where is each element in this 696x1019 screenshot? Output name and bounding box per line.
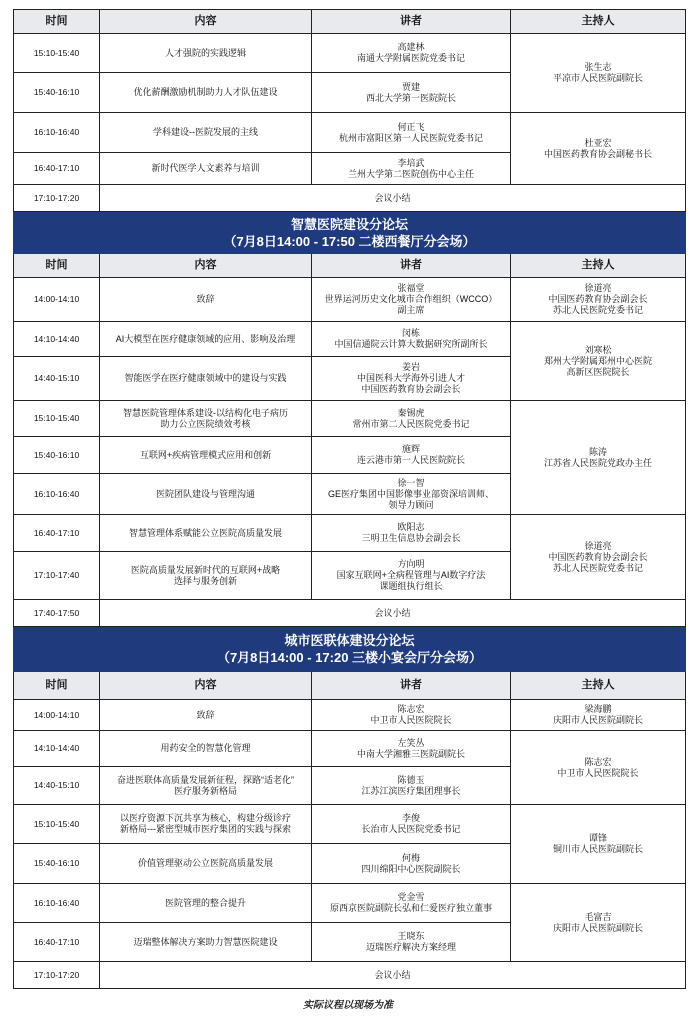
host-cell [511, 34, 686, 113]
topic-line: 智慧管理体系赋能公立医院高质量发展 [128, 527, 282, 538]
host-title: 苏北人民医院党委书记 [552, 305, 643, 315]
topic-line: 医院管理的整合提升 [164, 897, 246, 908]
host-cell [511, 805, 686, 884]
speaker-name: 陈志宏 [397, 704, 425, 714]
summary-cell: 会议小结 [100, 185, 686, 212]
header-time: 时间 [14, 672, 100, 700]
header-time: 时间 [14, 254, 100, 278]
speaker-name: 徐一智 [397, 477, 425, 488]
topic-line: 用药安全的智慧化管理 [160, 743, 251, 753]
topic-cell [100, 731, 312, 767]
header-content: 内容 [100, 254, 312, 278]
agenda-wrapper [13, 9, 685, 989]
topic-cell [100, 34, 312, 73]
speaker-title: 副主席 [397, 305, 425, 315]
table-row [14, 805, 686, 844]
host-name: 陈志宏 [584, 756, 612, 767]
topic-cell [100, 437, 312, 474]
topic-cell [100, 700, 312, 731]
speaker-name: 何正飞 [397, 121, 425, 132]
speaker-cell [312, 767, 511, 805]
topic-line: 智慧医院管理体系建设-以结构化电子病历 [123, 407, 288, 418]
speaker-name: 高建林 [397, 42, 425, 52]
time-cell: 15:10-15:40 [14, 34, 100, 73]
speaker-cell [312, 437, 511, 474]
topic-cell [100, 884, 312, 923]
table-row [14, 34, 686, 73]
time-cell: 15:40-16:10 [14, 844, 100, 884]
topic-cell [100, 552, 312, 600]
host-cell [511, 884, 686, 962]
speaker-cell [312, 884, 511, 923]
time-cell: 16:10-16:40 [14, 884, 100, 923]
topic-cell [100, 515, 312, 552]
host-name: 谭锋 [588, 833, 607, 843]
speaker-title: GE医疗集团中国影像事业部资深培训师、 [327, 488, 494, 499]
time-cell: 16:10-16:40 [14, 474, 100, 515]
speaker-title: 连云港市第一人民医院院长 [356, 455, 465, 465]
time-cell: 15:40-16:10 [14, 437, 100, 474]
time-cell: 15:40-16:10 [14, 73, 100, 113]
time-cell: 17:40-17:50 [14, 600, 100, 627]
host-title: 庆阳市人民医院副院长 [552, 922, 643, 933]
topic-cell [100, 844, 312, 884]
header-content: 内容 [100, 10, 312, 34]
speaker-title: 中国医药教育协会副会长 [361, 384, 461, 394]
header-host: 主持人 [511, 672, 686, 700]
footer-note: 实际议程以现场为准 [303, 1000, 393, 1011]
time-cell: 16:40-17:10 [14, 923, 100, 962]
table-row [14, 515, 686, 552]
speaker-cell [312, 401, 511, 437]
time-cell: 14:10-14:40 [14, 322, 100, 357]
host-name: 徐道亮 [584, 540, 612, 551]
topic-cell [100, 767, 312, 805]
topic-line: 人才强院的实践逻辑 [164, 47, 246, 58]
topic-line: 智能医学在医疗健康领域中的建设与实践 [124, 373, 287, 383]
summary-cell: 会议小结 [100, 600, 686, 627]
header-content: 内容 [100, 672, 312, 700]
speaker-title: 迈瑞医疗解决方案经理 [365, 942, 456, 952]
section-title-main: 城市医联体建设分论坛 [284, 633, 415, 648]
host-cell [511, 731, 686, 805]
section-title-sub: （7月8日14:00 - 17:20 三楼小宴会厅分会场） [216, 650, 483, 665]
topic-line: 互联网+疾病管理模式应用和创新 [139, 449, 272, 460]
host-title: 中国医药教育协会副会长 [548, 294, 648, 304]
summary-row [14, 962, 686, 989]
speaker-name: 党金雪 [397, 892, 425, 902]
topic-line: 奋进医联体高质量发展新征程，探路“适老化” [117, 774, 294, 785]
topic-line: 医疗服务新格局 [173, 785, 237, 796]
speaker-title: 国家互联网+全病程管理与AI数字疗法 [336, 570, 486, 580]
host-cell [511, 113, 686, 185]
topic-cell [100, 357, 312, 401]
speaker-title: 兰州大学第二医院创伤中心主任 [347, 168, 474, 179]
speaker-title: 长治市人民医院党委书记 [361, 824, 461, 834]
time-cell: 16:40-17:10 [14, 515, 100, 552]
topic-line: 优化薪酬激励机制助力人才队伍建设 [133, 87, 278, 97]
topic-line: 学科建设--医院发展的主线 [153, 127, 258, 137]
table-row [14, 322, 686, 357]
speaker-name: 秦锡虎 [397, 407, 425, 418]
host-name: 毛富吉 [584, 911, 612, 922]
time-cell: 17:10-17:20 [14, 185, 100, 212]
agenda-table [13, 9, 686, 989]
speaker-title: 常州市第二人民医院党委书记 [352, 418, 470, 429]
speaker-name: 方向明 [397, 559, 425, 569]
time-cell: 14:40-15:10 [14, 357, 100, 401]
topic-line: 医院高质量发展新时代的互联网+战略 [130, 564, 281, 575]
table-row [14, 401, 686, 437]
speaker-title: 南通大学附属医院党委书记 [356, 53, 465, 63]
speaker-title: 四川绵阳中心医院副院长 [361, 863, 461, 874]
speaker-cell [312, 923, 511, 962]
host-name: 陈涛 [588, 446, 607, 457]
time-cell: 16:40-17:10 [14, 153, 100, 185]
speaker-title: 三明卫生信息协会副会长 [361, 533, 461, 543]
section-title-main: 智慧医院建设分论坛 [290, 216, 408, 232]
speaker-title: 领导力顾问 [388, 499, 434, 510]
speaker-name: 李培武 [397, 157, 425, 168]
header-row [14, 10, 686, 34]
speaker-name: 贾建 [401, 81, 420, 92]
topic-cell [100, 474, 312, 515]
topic-cell [100, 401, 312, 437]
speaker-name: 闵栋 [401, 328, 420, 338]
summary-cell: 会议小结 [100, 962, 686, 989]
section-title-sub: （7月8日14:00 - 17:50 二楼西餐厅分会场） [223, 233, 476, 249]
speaker-title: 西北大学第一医院院长 [365, 92, 456, 103]
speaker-cell [312, 731, 511, 767]
header-time: 时间 [14, 10, 100, 34]
header-host: 主持人 [511, 254, 686, 278]
host-name: 梁海鹏 [584, 704, 612, 714]
topic-line: 致辞 [196, 294, 215, 304]
speaker-title: 中国信通院云计算大数据研究所副所长 [334, 339, 488, 349]
speaker-cell [312, 34, 511, 73]
speaker-cell [312, 844, 511, 884]
speaker-name: 李俊 [401, 813, 420, 823]
topic-cell [100, 153, 312, 185]
topic-line: 选择与服务创新 [173, 575, 237, 586]
topic-line: 医院团队建设与管理沟通 [155, 488, 255, 499]
topic-cell [100, 322, 312, 357]
host-name: 张生志 [584, 62, 612, 72]
time-cell: 17:10-17:40 [14, 552, 100, 600]
topic-cell [100, 805, 312, 844]
table-row [14, 113, 686, 153]
topic-line: 以医疗资源下沉共享为核心，构建分级诊疗 [119, 813, 291, 823]
time-cell: 17:10-17:20 [14, 962, 100, 989]
speaker-cell [312, 153, 511, 185]
speaker-cell [312, 474, 511, 515]
time-cell: 15:10-15:40 [14, 401, 100, 437]
speaker-name: 张福堂 [397, 283, 425, 293]
host-title: 中卫市人民医院院长 [557, 767, 639, 778]
host-cell [511, 515, 686, 600]
host-title: 庆阳市人民医院副院长 [552, 715, 643, 725]
header-speaker: 讲者 [312, 10, 511, 34]
summary-row [14, 185, 686, 212]
topic-line: 致辞 [196, 709, 215, 720]
speaker-title: 中卫市人民医院院长 [370, 715, 452, 725]
table-row [14, 884, 686, 923]
topic-line: 新时代医学人文素养与培训 [151, 163, 260, 173]
topic-cell [100, 113, 312, 153]
host-name: 杜亚宏 [584, 137, 612, 148]
speaker-cell [312, 73, 511, 113]
time-cell: 16:10-16:40 [14, 113, 100, 153]
section-title [14, 627, 686, 672]
speaker-cell [312, 552, 511, 600]
topic-line: 新格局---紧密型城市医疗集团的实践与探索 [120, 824, 291, 834]
header-row [14, 254, 686, 278]
host-name: 刘寒松 [584, 344, 612, 355]
speaker-name: 何梅 [401, 852, 420, 863]
speaker-name: 欧阳志 [397, 522, 425, 532]
section-title-row [14, 212, 686, 254]
speaker-cell [312, 278, 511, 322]
host-name: 徐道亮 [584, 283, 612, 293]
host-title: 中国医药教育协会副秘书长 [543, 148, 652, 159]
host-cell [511, 401, 686, 515]
speaker-title: 原西京医院副院长弘和仁爱医疗独立董事 [329, 903, 492, 913]
speaker-name: 姜岩 [401, 362, 420, 372]
host-title: 平凉市人民医院副院长 [552, 73, 643, 83]
speaker-cell [312, 515, 511, 552]
summary-row [14, 600, 686, 627]
host-title: 高新区医院院长 [566, 366, 630, 377]
speaker-title: 江苏江滨医疗集团理事长 [361, 785, 461, 796]
time-cell: 14:10-14:40 [14, 731, 100, 767]
time-cell: 14:40-15:10 [14, 767, 100, 805]
topic-line: 价值管理驱动公立医院高质量发展 [137, 858, 273, 868]
speaker-cell [312, 700, 511, 731]
section-title [14, 212, 686, 254]
time-cell: 15:10-15:40 [14, 805, 100, 844]
speaker-cell [312, 805, 511, 844]
topic-line: 迈瑞整体解决方案助力智慧医院建设 [133, 936, 278, 947]
section-title-row [14, 627, 686, 672]
header-speaker: 讲者 [312, 672, 511, 700]
table-row [14, 700, 686, 731]
host-title: 苏北人民医院党委书记 [552, 562, 643, 573]
speaker-title: 中国医科大学海外引进人才 [356, 373, 465, 383]
speaker-cell [312, 357, 511, 401]
speaker-title: 中南大学湘雅三医院副院长 [356, 748, 465, 759]
speaker-title: 世界运河历史文化城市合作组织（WCCO） [324, 294, 498, 304]
host-cell [511, 700, 686, 731]
topic-cell [100, 923, 312, 962]
host-title: 铜川市人民医院副院长 [552, 844, 643, 854]
speaker-cell [312, 113, 511, 153]
host-title: 江苏省人民医院党政办主任 [543, 457, 652, 468]
topic-cell [100, 73, 312, 113]
time-cell: 14:00-14:10 [14, 278, 100, 322]
host-cell [511, 322, 686, 401]
table-row [14, 278, 686, 322]
topic-cell [100, 278, 312, 322]
speaker-name: 左笑丛 [397, 737, 425, 748]
speaker-name: 王晓东 [397, 931, 425, 941]
speaker-title: 课题组执行组长 [379, 581, 443, 591]
speaker-name: 施辉 [401, 444, 420, 454]
topic-line: 助力公立医院绩效考核 [160, 418, 251, 429]
header-row [14, 672, 686, 700]
host-title: 郑州大学附属郑州中心医院 [543, 355, 652, 366]
speaker-title: 杭州市富阳区第一人民医院党委书记 [338, 132, 483, 143]
header-speaker: 讲者 [312, 254, 511, 278]
header-host: 主持人 [511, 10, 686, 34]
table-row [14, 731, 686, 767]
host-title: 中国医药教育协会副会长 [548, 551, 648, 562]
speaker-name: 陈德玉 [397, 774, 425, 785]
speaker-cell [312, 322, 511, 357]
host-cell [511, 278, 686, 322]
topic-line: AI大模型在医疗健康领域的应用、影响及治理 [115, 333, 296, 344]
time-cell: 14:00-14:10 [14, 700, 100, 731]
